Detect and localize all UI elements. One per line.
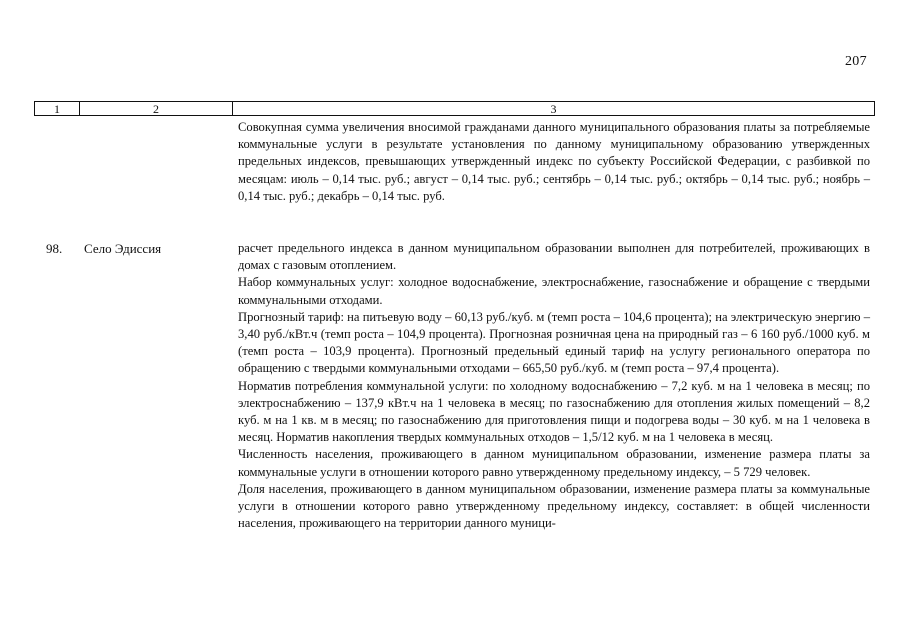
entry-paragraph: расчет предельного индекса в данном муниципальном образовании выполнен для потребителей, проживающих в домах с газовым отоплением.: [238, 241, 870, 273]
column-header-table: [34, 101, 875, 116]
column-header-1: 1: [35, 102, 80, 116]
entry-paragraph: Доля населения, проживающего в данном муниципальном образовании, изменение размера платы за коммунальные услуги в отношении которого равно утвержденному предельному индексу, составляет: в общей численности населения, проживающего на территории данного муници-: [238, 481, 870, 531]
entry-paragraph: Численность населения, проживающего в данном муниципальном образовании, изменение размера платы за коммунальные услуги в отношении которого равно утвержденному предельному индексу, – 5 729 человек.: [238, 447, 870, 479]
entry-paragraph: Прогнозный тариф: на питьевую воду – 60,13 руб./куб. м (темп роста – 104,6 процента); на электрическую энергию – 3,40 руб./кВт.ч (темп роста – 104,9 процента). Прогнозная розничная цена на природный газ – 6 160 руб./1000 куб. м (темп роста – 103,9 процента). Прогнозный предельный единый тариф на услугу регионального оператора по обращению с твердыми коммунальными отходами – 665,50 руб./куб. м (темп роста – 97,4 процента).: [238, 309, 870, 376]
entry-number: 98.: [46, 241, 63, 256]
column-header-2: 2: [80, 102, 233, 116]
summary-paragraph: Совокупная сумма увеличения вносимой гражданами данного муниципального образования платы за потребляемые коммунальные услуги в результате установления по данному муниципальному образованию утвержденных предельных индексов, превышающих утвержденный индекс по субъекту Российской Федерации, с разбивкой по месяцам: июль – 0,14 тыс. руб.; август – 0,14 тыс. руб.; сентябрь – 0,14 тыс. руб.; октябрь – 0,14 тыс. руб.; ноябрь – 0,14 тыс. руб.; декабрь – 0,14 тыс. руб.: [238, 120, 870, 203]
column-header-row: [35, 102, 875, 116]
entry-paragraph: Набор коммунальных услуг: холодное водоснабжение, электроснабжение, газоснабжение и обращение с твердыми коммунальными отходами.: [238, 275, 870, 307]
page-number: 207: [845, 54, 867, 69]
entry-name: Село Эдиссия: [84, 241, 162, 256]
entry-description: [238, 240, 870, 532]
column-header-3: 3: [233, 102, 875, 116]
entry-paragraph: Норматив потребления коммунальной услуги: по холодному водоснабжению – 7,2 куб. м на 1 человека в месяц; по электроснабжению – 137,9 кВт.ч на 1 человека в месяц; по газоснабжению для отопления жилых помещений – 8,2 куб. м на 1 кв. м в месяц; по газоснабжению для приготовления пищи и подогрева воды – 30 куб. м на 1 человека в месяц. Норматив накопления твердых коммунальных отходов – 1,5/12 куб. м на 1 человека в месяц.: [238, 378, 870, 445]
